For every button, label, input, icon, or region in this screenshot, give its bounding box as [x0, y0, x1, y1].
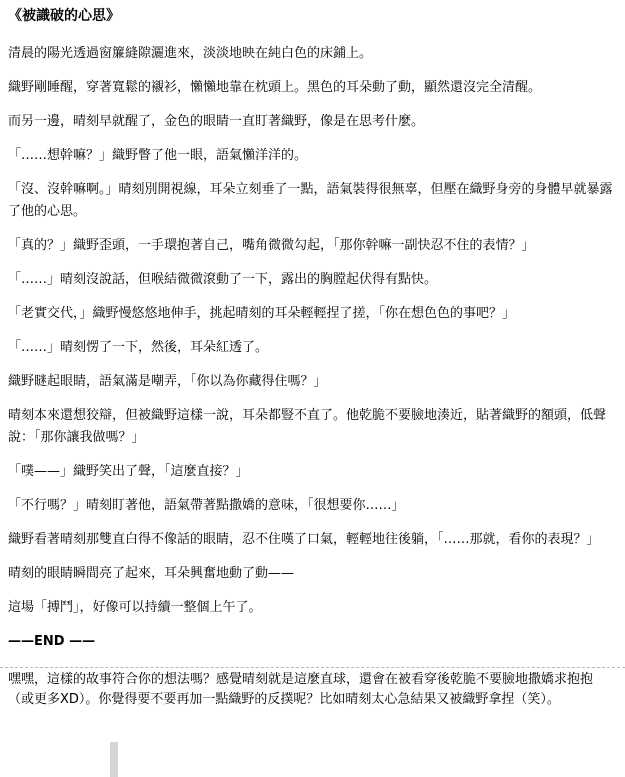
section-divider: [0, 667, 625, 668]
paragraph: 清晨的陽光透過窗簾縫隙灑進來，淡淡地映在純白色的床鋪上。: [8, 46, 373, 61]
end-marker: ——END ——: [8, 634, 96, 649]
paragraph: 這場「搏鬥」，好像可以持續一整個上午了。: [8, 600, 262, 615]
paragraph: 織野瞇起眼睛，語氣滿是嘲弄，「你以為你藏得住嗎？」: [8, 374, 327, 389]
followup-message: 嘿嘿，這樣的故事符合你的想法嗎？感覺晴刻就是這麼直球，還會在被看穿後乾脆不要臉地撒嬌求抱抱（或更多XD）。你覺得要不要再加一點織野的反撲呢？比如晴刻太心急結果又被織野拿捏（笑）。: [8, 672, 594, 707]
story-body: [8, 43, 617, 619]
paragraph: 織野剛睡醒，穿著寬鬆的襯衫，懶懶地靠在枕頭上。黑色的耳朵動了動，顯然還沒完全清醒。: [8, 80, 542, 95]
paragraph: 「……」晴刻沒說話，但喉結微微滾動了一下，露出的胸膛起伏得有點快。: [8, 272, 438, 287]
paragraph: 「不行嗎？」晴刻盯著他，語氣帶著點撒嬌的意味，「很想要你……」: [8, 498, 405, 513]
paragraph: 晴刻的眼睛瞬間亮了起來，耳朵興奮地動了動——: [8, 566, 295, 581]
story-title: 《被識破的心思》: [8, 8, 120, 24]
paragraph: 織野看著晴刻那雙直白得不像話的眼睛，忍不住嘆了口氣，輕輕地往後躺，「……那就，看你的表現？」: [8, 532, 600, 547]
paragraph: 「真的？」織野歪頭，一手環抱著自己，嘴角微微勾起，「那你幹嘛一副快忍不住的表情？」: [8, 238, 535, 253]
paragraph: 晴刻本來還想狡辯，但被織野這樣一說，耳朵都豎不直了。他乾脆不要臉地湊近，貼著織野的額頭，低聲說：「那你讓我做嗎？」: [8, 408, 607, 445]
text-cursor-bar: [110, 742, 118, 777]
paragraph: 而另一邊，晴刻早就醒了，金色的眼睛一直盯著織野，像是在思考什麼。: [8, 114, 425, 129]
paragraph: 「……想幹嘛？」織野瞥了他一眼，語氣懶洋洋的。: [8, 148, 308, 163]
paragraph: 「……」晴刻愣了一下，然後，耳朵紅透了。: [8, 340, 269, 355]
paragraph: 「沒、沒幹嘛啊。」晴刻別開視線，耳朵立刻垂了一點，語氣裝得很無辜，但壓在織野身旁的身體早就暴露了他的心思。: [8, 182, 613, 219]
paragraph: 「噗——」織野笑出了聲，「這麼直接？」: [8, 464, 249, 479]
paragraph: 「老實交代，」織野慢悠悠地伸手，挑起晴刻的耳朵輕輕捏了搓，「你在想色色的事吧？」: [8, 306, 516, 321]
